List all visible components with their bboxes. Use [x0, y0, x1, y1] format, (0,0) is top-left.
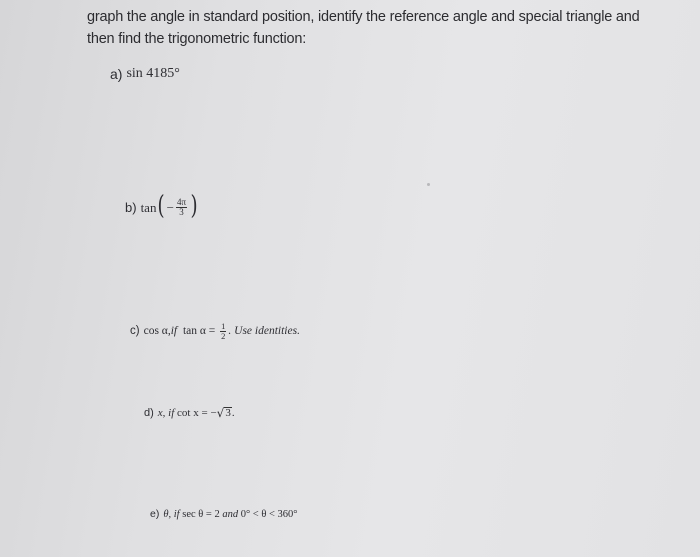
left-paren: (: [157, 191, 166, 221]
problem-c-denominator: 2: [221, 330, 226, 341]
problem-e-and: and: [222, 508, 239, 520]
problem-d-radicand: 3: [225, 407, 231, 420]
problem-a-label: a): [110, 66, 123, 82]
problem-e-part3: 0° < θ < 360°: [238, 508, 298, 520]
problem-e-label: e): [150, 508, 160, 520]
problem-b-function: tan: [140, 199, 157, 215]
problem-a: [110, 66, 180, 82]
problem-a-expression: sin 4185°: [126, 66, 180, 81]
problem-d-tail: .: [231, 407, 235, 419]
problem-b-label: b): [125, 200, 137, 215]
radical-sign: √: [216, 406, 225, 420]
problem-c-part1: cos α,: [143, 325, 171, 337]
instructions: [87, 6, 667, 50]
problem-c-fraction: [220, 322, 226, 340]
problem-c-label: c): [130, 325, 140, 337]
problem-c-part2: tan α =: [180, 325, 219, 337]
right-paren: ): [190, 191, 198, 221]
problem-d-label: d): [144, 407, 154, 419]
problem-b-fraction: [176, 198, 187, 217]
problem-d: [144, 406, 235, 420]
stray-mark: [427, 183, 430, 186]
problem-d-condition: if: [168, 407, 175, 419]
problem-b-numerator: 4π: [176, 197, 186, 207]
problem-e-part1: θ,: [163, 508, 174, 520]
problem-c-condition: if: [170, 325, 178, 337]
problem-d-part2: cot x = −: [174, 407, 217, 419]
problem-e-part2: sec θ = 2: [179, 508, 223, 520]
problem-e-condition: if: [173, 508, 180, 520]
instructions-line-2: then find the trigonometric function:: [87, 31, 307, 47]
problem-c-numerator: 1: [221, 321, 226, 331]
problem-b-sign: −: [166, 199, 174, 215]
problem-c-tail: . Use identities.: [228, 325, 300, 337]
problem-d-part1: x,: [157, 407, 169, 419]
problem-c: [130, 322, 300, 340]
problem-d-sqrt: [217, 406, 232, 420]
instructions-line-1: graph the angle in standard position, identify the reference angle and special triangle and: [87, 9, 640, 25]
problem-e: [150, 508, 298, 520]
problem-b-denominator: 3: [179, 207, 184, 217]
problem-b: [125, 191, 199, 221]
